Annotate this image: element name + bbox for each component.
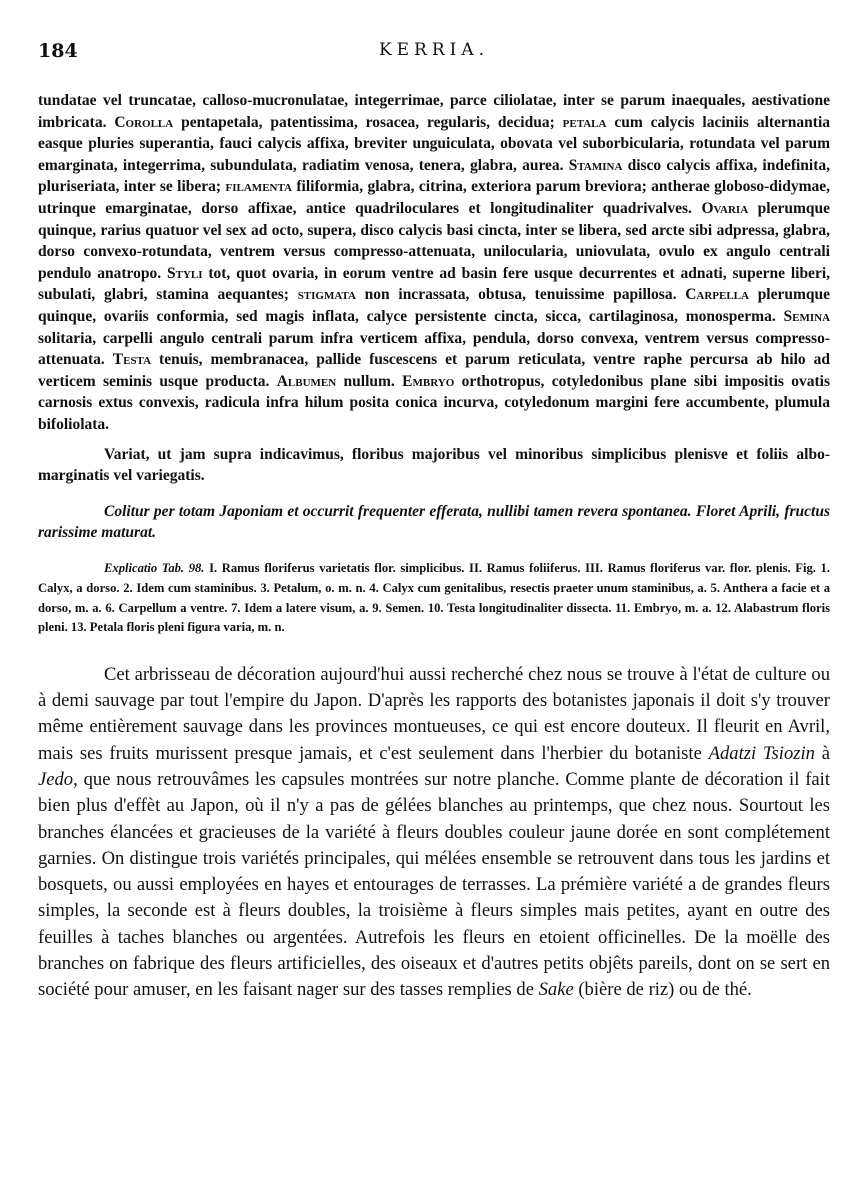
latin-text: cum calycis laciniis alternantia easque pluries superantia, fauci calycis affixa, breviter unguiculata, obovata vel suborbicularia, rotundata vel parum emarginata, integerrima, subundulata, radiatim venosa, tenera, glabra, aurea. [38,113,831,174]
latin-text: tundatae vel truncatae, calloso-mucronulatae, integerrimae, parce ciliolatae, inter se parum inaequales, aestivatione imbricata. [38,92,830,131]
latin-text: solitaria, carpelli angulo centrali parum infra verticem affixa, pendula, dorso convexa, ventrem versus compresso-attenuata. [38,329,830,369]
city-name: Jedo [38,768,74,790]
term-styli: Styli [166,264,203,282]
term-filamenta: filamenta [225,178,292,196]
document-page [38,34,830,1022]
latin-text: plerumque quinque, rarius quatuor vel sex ad octo, supera, disco calycis basi cincta, inter se libera, sed arcte sibi adpressa, glabra, dorso convexo-rotundata, ventrem versus compresso-attenuata, unilocularia, uniovulata, ovulo ex angulo centrali pendulo anatropo. [38,199,831,282]
latin-text: tot, quot ovaria, in eorum ventre ad basin fere usque decurrentes et adnati, superne liberi, subulati, glabri, stamina aequantes; [38,264,830,304]
latin-text: filiformia, glabra, citrina, exteriora parum breviora; antherae globoso-didymae, utrinque emarginatae, dorso affixae, antice quadriloculares et longitudinaliter quadrivalves. [38,178,830,217]
latin-text: disco calycis affixa, indefinita, pluriseriata, inter se libera; [38,156,831,196]
plate-explanation-lead: Explicatio Tab. 98. [104,561,205,576]
colitur-paragraph: Colitur per totam Japoniam et occurrit frequenter efferata, nullibi tamen revera spontanea. Floret Aprili, fructus rarissime maturat. [38,502,830,542]
term-petala: petala [562,113,607,131]
term-embryo: Embryo [402,372,455,390]
latin-text: orthotropus, cotyledonibus plane sibi impositis ovatis carnosis extus convexis, radicula infra hilum posita conica incurva, cotyledonum margini fere accumbente, plumula bifoliolata. [38,372,831,433]
term-carpella: Carpella [685,286,749,304]
term-testa: Testa [112,351,152,369]
sake-term: Sake [538,979,574,1001]
term-corolla: Corolla [114,113,174,131]
term-stigmata: stigmata [297,286,356,304]
latin-paragraph [38,90,830,436]
french-text: , que nous retrouvâmes les capsules montrées sur notre planche. Comme plante de décoration il fait bien plus d'effèt au Japon, où il n'y a pas de gélées blanches au printemps, que chez nous. Sourtout les branches élancées et gracieuses de la variété à fleurs doubles couleur jaune dorée en sont complétement garnies. On distingue trois variétés principales, qui mélées ensemble se retrouvent dans tous les jardins et bosquets, ou aussi employées en hayes et entourages de terrasses. La prémière variété a de grandes fleurs simples, la seconde est à fleurs doubles, la troisième à fleurs simples mais petites, ayant en outre des feuilles à taches blanches ou argentées. Autrefois les fleurs en etoient officinelles. De la moëlle des branches on fabrique des fleurs artificielles, des oiseaux et d'autres petits objêts pareils, dont on se sert en société pour amuser, en les faisant nager sur des tasses remplies de [38,768,830,1001]
latin-text: nullum. [336,372,395,390]
latin-text: tenuis, membranacea, pallide fuscescens et parum reticulata, ventre raphe percursa ab hilo ad verticem seminis usque producta. [38,351,831,390]
french-text: (bière de riz) ou de thé. [573,979,752,1001]
plate-explanation [38,559,830,637]
latin-text: plerumque quinque, ovariis conformia, sed magis inflata, calyce persistente cincta, sicca, cartilaginosa, monosperma. [38,286,831,325]
latin-description [38,90,830,487]
botanist-name: Adatzi Tsiozin [708,742,815,764]
french-text: Cet arbrisseau de décoration aujourd'hui aussi recherché chez nous se trouve à l'état de culture ou à demi sauvage par tout l'empire du Japon. D'après les rapports des botanistes japonais il doit s'y trouver même entièrement sauvage dans les provinces montueuses, ce qui est encore douteux. Il fleurit en Avril, mais ses fruits murissent presque jamais, et c'est seulement dans l'herbier du botaniste [38,663,830,764]
latin-text: non incrassata, obtusa, tenuissime papillosa. [355,286,677,304]
plate-explanation-text: I. Ramus floriferus varietatis flor. simplicibus. II. Ramus foliiferus. III. Ramus floriferus var. flor. plenis. Fig. 1. Calyx, a dorso. 2. Idem cum staminibus. 3. Petalum, o. m. n. 4. Calyx cum genitalibus, resectis praeter unum staminibus, a. 5. Anthera a facie et a dorso, m. a. 6. Carpellum a ventre. 7. Idem a latere visum, a. 9. Semen. 10. Testa longitudinaliter dissecta. 11. Embryo, m. a. 12. Alabastrum floris pleni. 13. Petala floris pleni figura varia, m. n. [38,561,830,635]
page-header [38,34,830,62]
term-semina: Semina [783,307,831,325]
page-number: 184 [38,40,78,62]
french-paragraph [38,662,830,1004]
variat-paragraph: Variat, ut jam supra indicavimus, floribus majoribus vel minoribus simplicibus plenisve et foliis albo-marginatis vel variegatis. [38,445,830,485]
term-stamina: Stamina [568,156,623,174]
french-text: à [814,742,831,764]
latin-text: pentapetala, patentissima, rosacea, regularis, decidua; [173,113,555,131]
term-albumen: Albumen [276,372,337,390]
running-title: KERRIA. [378,40,490,60]
term-ovaria: Ovaria [701,199,749,217]
